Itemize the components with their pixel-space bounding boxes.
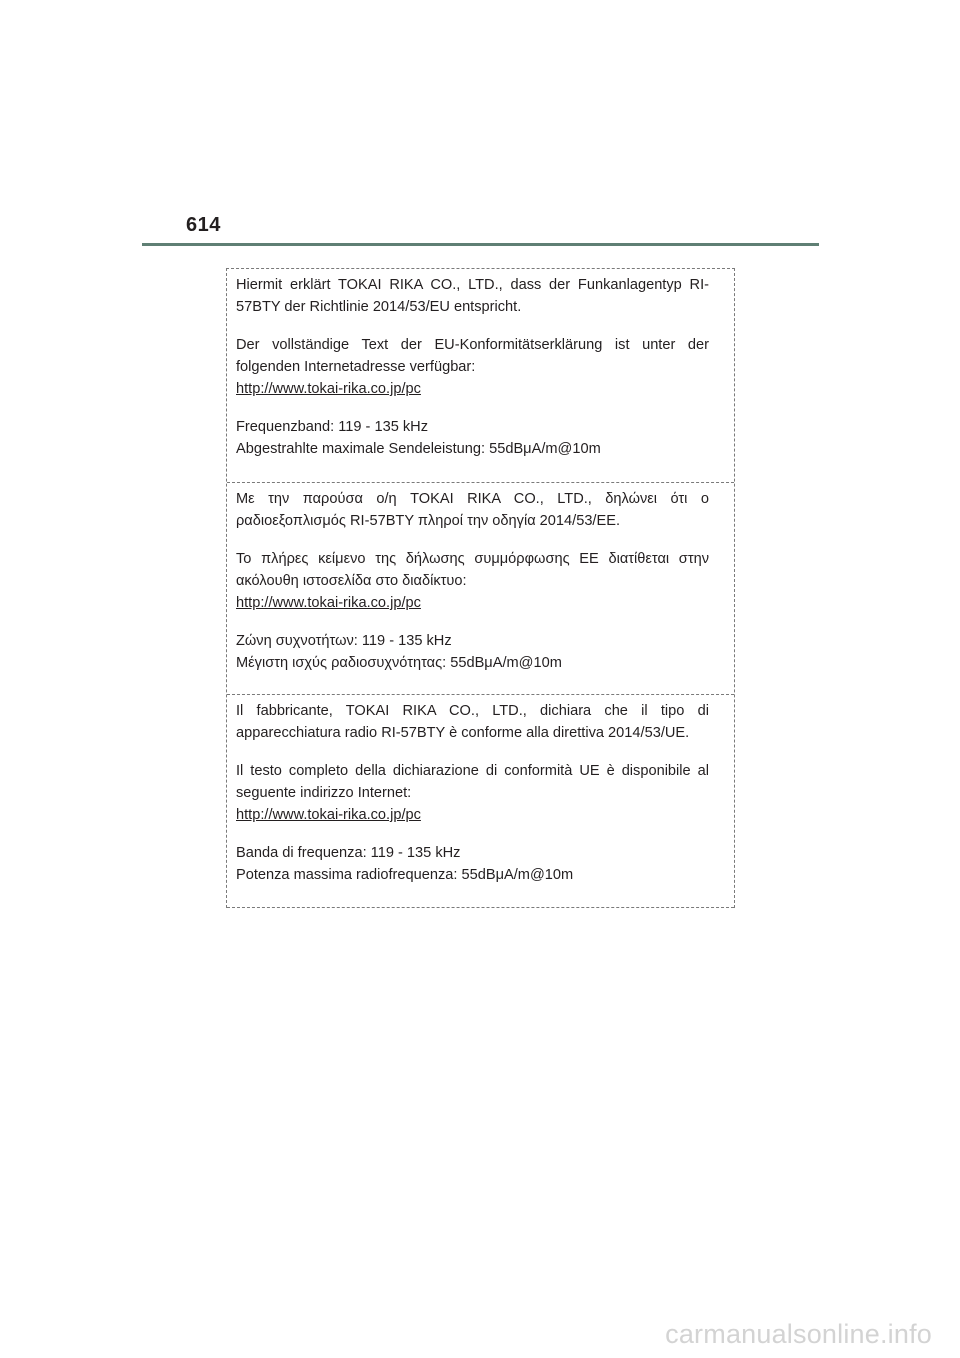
declaration-section-greek <box>227 483 734 695</box>
paragraph-spacer <box>236 614 709 630</box>
paragraph-spacer <box>236 744 709 760</box>
declaration-notice-box <box>226 268 735 908</box>
max-power-text: Abgestrahlte maximale Sendeleistung: 55dBμA/m@10m <box>236 441 601 457</box>
page-number: 614 <box>186 214 221 236</box>
frequency-band-text: Frequenzband: 119 - 135 kHz <box>236 419 428 435</box>
site-watermark: carmanualsonline.info <box>665 1319 932 1349</box>
declaration-section-german <box>227 269 734 483</box>
max-power-text: Potenza massima radiofrequenza: 55dBμA/m@10m <box>236 867 574 883</box>
frequency-band-text: Banda di frequenza: 119 - 135 kHz <box>236 845 461 861</box>
paragraph-spacer <box>236 826 709 842</box>
frequency-band-text: Ζώνη συχνοτήτων: 119 - 135 kHz <box>236 633 452 649</box>
declaration-text: Με την παρούσα ο/η TOKAI RIKA CO., LTD., δηλώνει ότι ο ραδιοεξοπλισμός RI-57BTY πληροί την οδηγία 2014/53/ΕΕ. <box>236 491 709 529</box>
declaration-text: Il fabbricante, TOKAI RIKA CO., LTD., dichiara che il tipo di apparecchiatura radio RI-57BTY è conforme alla direttiva 2014/53/UE. <box>236 703 709 741</box>
declaration-url-link[interactable]: http://www.tokai-rika.co.jp/pc <box>236 595 421 611</box>
header-divider <box>142 243 819 246</box>
availability-text: Το πλήρες κείμενο της δήλωσης συμμόρφωσης ΕΕ διατίθεται στην ακόλουθη ιστοσελίδα στο διαδίκτυο: <box>236 551 709 589</box>
max-power-text: Μέγιστη ισχύς ραδιοσυχνότητας: 55dBμA/m@10m <box>236 655 562 671</box>
availability-text: Il testo completo della dichiarazione di conformità UE è disponibile al seguente indirizzo Internet: <box>236 763 709 801</box>
declaration-url-link[interactable]: http://www.tokai-rika.co.jp/pc <box>236 381 421 397</box>
availability-text: Der vollständige Text der EU-Konformitätserklärung ist unter der folgenden Internetadresse verfügbar: <box>236 337 709 375</box>
declaration-section-italian <box>227 695 734 908</box>
declaration-url-link[interactable]: http://www.tokai-rika.co.jp/pc <box>236 807 421 823</box>
paragraph-spacer <box>236 318 709 334</box>
declaration-text: Hiermit erklärt TOKAI RIKA CO., LTD., dass der Funkanlagentyp RI-57BTY der Richtlinie 2014/53/EU entspricht. <box>236 277 709 315</box>
paragraph-spacer <box>236 532 709 548</box>
paragraph-spacer <box>236 400 709 416</box>
